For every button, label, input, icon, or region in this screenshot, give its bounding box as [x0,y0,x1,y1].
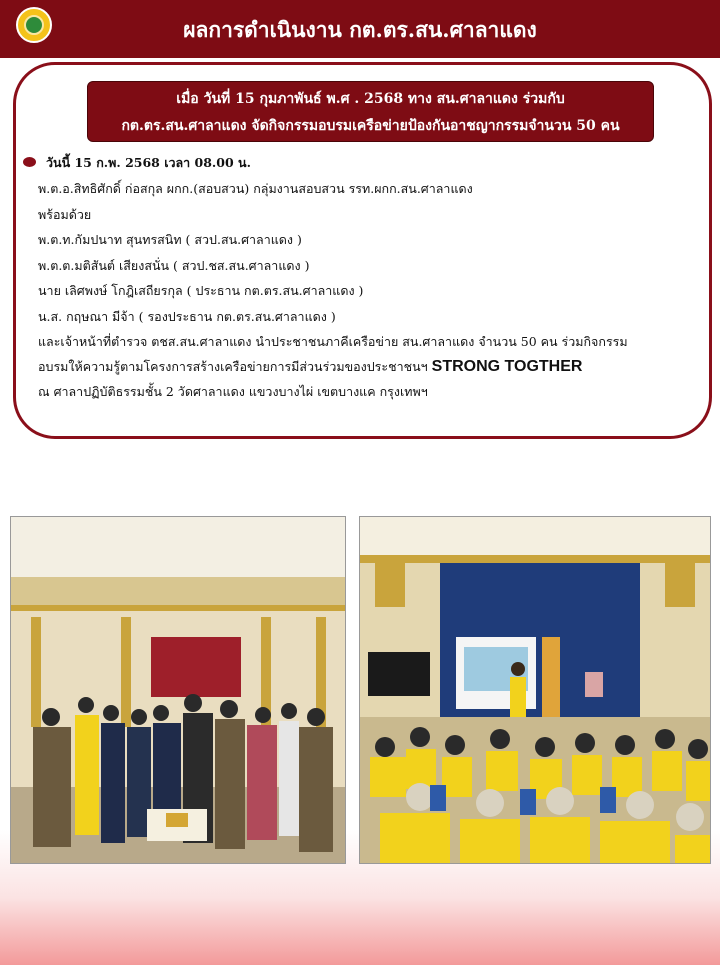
training-photo [359,516,711,864]
date-line: วันนี้ 15 ก.พ. 2568 เวลา 08.00 น. [46,155,251,170]
page-title: ผลการดำเนินงาน กต.ตร.สน.ศาลาแดง [183,17,537,42]
group-photo [10,516,346,864]
headline-banner [87,81,654,142]
person-1: พ.ต.อ.สิทธิศักดิ์ ก่อสกุล ผกก.(สอบสวน) กลุ่มงานสอบสวน รรท.ผกก.สน.ศาลาแดง [38,181,473,196]
training-photo-image [360,517,710,863]
banner-line-2: กต.ตร.สน.ศาลาแดง จัดกิจกรรมอบรมเครือข่ายป้องกันอาชญากรรมจำนวน 50 คน [121,118,620,134]
with-label: พร้อมด้วย [38,207,92,222]
person-3: พ.ต.ต.มติสันต์ เสียงสนั่น ( สวป.ชส.สน.ศาลาแดง ) [38,258,310,273]
strong-together-label: STRONG TOGTHER [431,358,583,375]
person-2: พ.ต.ท.กัมปนาท สุนทรสนิท ( สวป.สน.ศาลาแดง ) [38,232,302,247]
group-photo-image [11,517,345,863]
header-bar [0,0,720,58]
paragraph-text: อบรมให้ความรู้ตามโครงการสร้างเครือข่ายการมีส่วนร่วมของประชาชนฯ [38,359,428,374]
paragraph-line-1: และเจ้าหน้าที่ตำรวจ ตชส.สน.ศาลาแดง นำประชาชนภาคีเครือข่าย สน.ศาลาแดง จำนวน 50 คน ร่วมกิจกรรม [38,334,628,349]
person-4: นาย เลิศพงษ์ โกฎิเสถียรกุล ( ประธาน กต.ตร.สน.ศาลาแดง ) [38,283,364,298]
paragraph-line-3: ณ ศาลาปฏิบัติธรรมชั้น 2 วัดศาลาแดง แขวงบางไผ่ เขตบางแค กรุงเทพฯ [38,384,428,399]
paragraph-line-2 [38,359,582,375]
bullet-icon [23,157,36,167]
banner-line-1: เมื่อ วันที่ 15 กุมภาพันธ์ พ.ศ . 2568 ทาง สน.ศาลาแดง ร่วมกับ [176,91,565,107]
person-5: น.ส. กฤษณา มีจ้า ( รองประธาน กต.ตร.สน.ศาลาแดง ) [38,309,336,324]
